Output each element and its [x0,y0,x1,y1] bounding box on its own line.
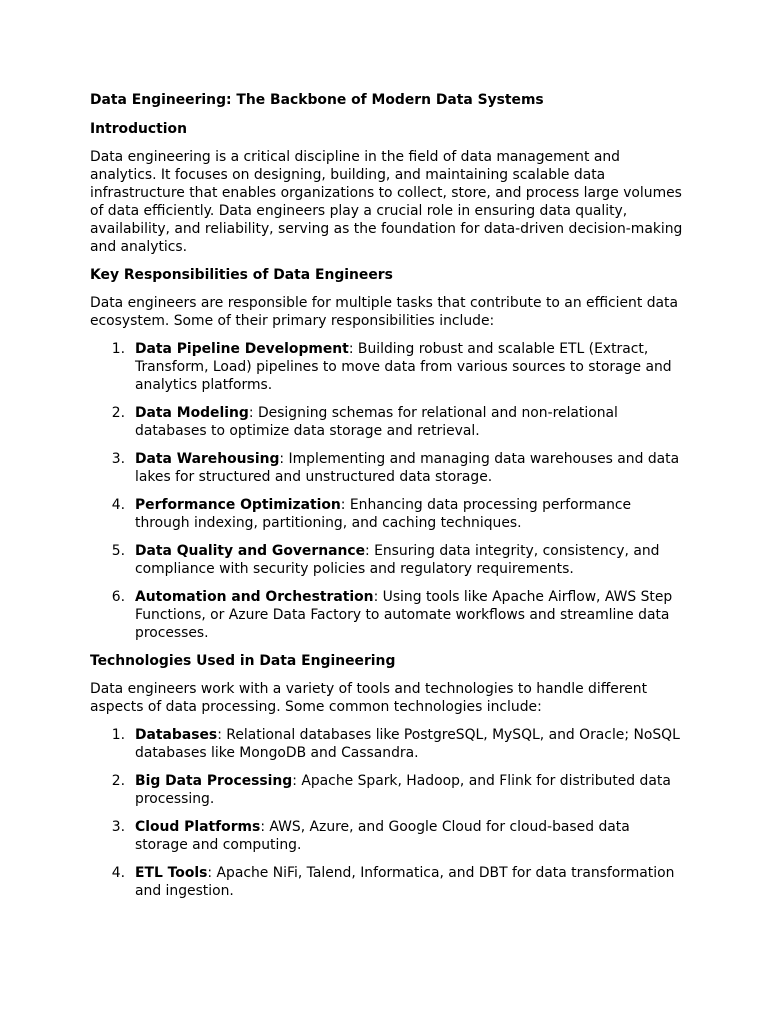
list-item-description: : Ensuring data integrity, consistency, and compliance with security policies and regulatory requirements. [135,543,660,577]
technologies-list [90,726,684,900]
list-item-number: 4. [111,865,125,881]
section-technologies [90,652,684,900]
list-item-number: 3. [111,819,125,835]
list-item-term: Big Data Processing [135,773,293,789]
list-item [90,588,684,642]
list-item-number: 6. [111,589,125,605]
list-item-term: Data Pipeline Development [135,341,349,357]
list-item-term: ETL Tools [135,865,208,881]
list-item [90,726,684,762]
list-item [90,340,684,394]
list-item [90,496,684,532]
section-heading: Introduction [90,121,187,137]
list-item-number: 1. [111,341,125,357]
section-heading: Key Responsibilities of Data Engineers [90,267,393,283]
list-item-number: 3. [111,451,125,467]
section-key-responsibilities [90,266,684,642]
list-item-number: 2. [111,773,125,789]
list-item-description: : AWS, Azure, and Google Cloud for cloud-based data storage and computing. [135,819,630,853]
section-paragraph: Data engineers are responsible for multiple tasks that contribute to an efficient data ecosystem. Some of their primary responsibilities include: [90,295,679,329]
list-item-number: 4. [111,497,125,513]
list-item-term: Data Warehousing [135,451,280,467]
document-page [90,91,684,910]
list-item-description: : Apache Spark, Hadoop, and Flink for distributed data processing. [135,773,671,807]
list-item-number: 2. [111,405,125,421]
list-item-description: : Building robust and scalable ETL (Extract, Transform, Load) pipelines to move data from various sources to storage and analytics platforms. [135,341,672,393]
section-introduction [90,120,684,256]
list-item-description: : Enhancing data processing performance through indexing, partitioning, and caching techniques. [135,497,632,531]
list-item-term: Cloud Platforms [135,819,261,835]
list-item [90,864,684,900]
list-item [90,772,684,808]
responsibilities-list [90,340,684,642]
list-item-term: Data Modeling [135,405,249,421]
list-item [90,818,684,854]
document-title: Data Engineering: The Backbone of Modern Data Systems [90,92,544,108]
list-item-term: Databases [135,727,218,743]
list-item-number: 1. [111,727,125,743]
section-paragraph: Data engineering is a critical discipline in the field of data management and analytics. It focuses on designing, building, and maintaining scalable data infrastructure that enables organizations to collect, store, and process large volumes of data efficiently. Data engineers play a crucial role in ensuring data quality, availability, and reliability, serving as the foundation for data-driven decision-making and analytics. [90,149,683,255]
list-item [90,404,684,440]
list-item-term: Performance Optimization [135,497,341,513]
section-heading: Technologies Used in Data Engineering [90,653,396,669]
list-item-description: : Designing schemas for relational and non-relational databases to optimize data storage and retrieval. [135,405,618,439]
list-item-description: : Apache NiFi, Talend, Informatica, and DBT for data transformation and ingestion. [135,865,675,899]
list-item-number: 5. [111,543,125,559]
section-paragraph: Data engineers work with a variety of tools and technologies to handle different aspects of data processing. Some common technologies include: [90,681,648,715]
list-item [90,542,684,578]
list-item-term: Data Quality and Governance [135,543,365,559]
list-item-term: Automation and Orchestration [135,589,374,605]
list-item-description: : Using tools like Apache Airflow, AWS Step Functions, or Azure Data Factory to automate workflows and streamline data processes. [135,589,673,641]
list-item-description: : Relational databases like PostgreSQL, MySQL, and Oracle; NoSQL databases like MongoDB and Cassandra. [135,727,680,761]
list-item-description: : Implementing and managing data warehouses and data lakes for structured and unstructured data storage. [135,451,680,485]
list-item [90,450,684,486]
